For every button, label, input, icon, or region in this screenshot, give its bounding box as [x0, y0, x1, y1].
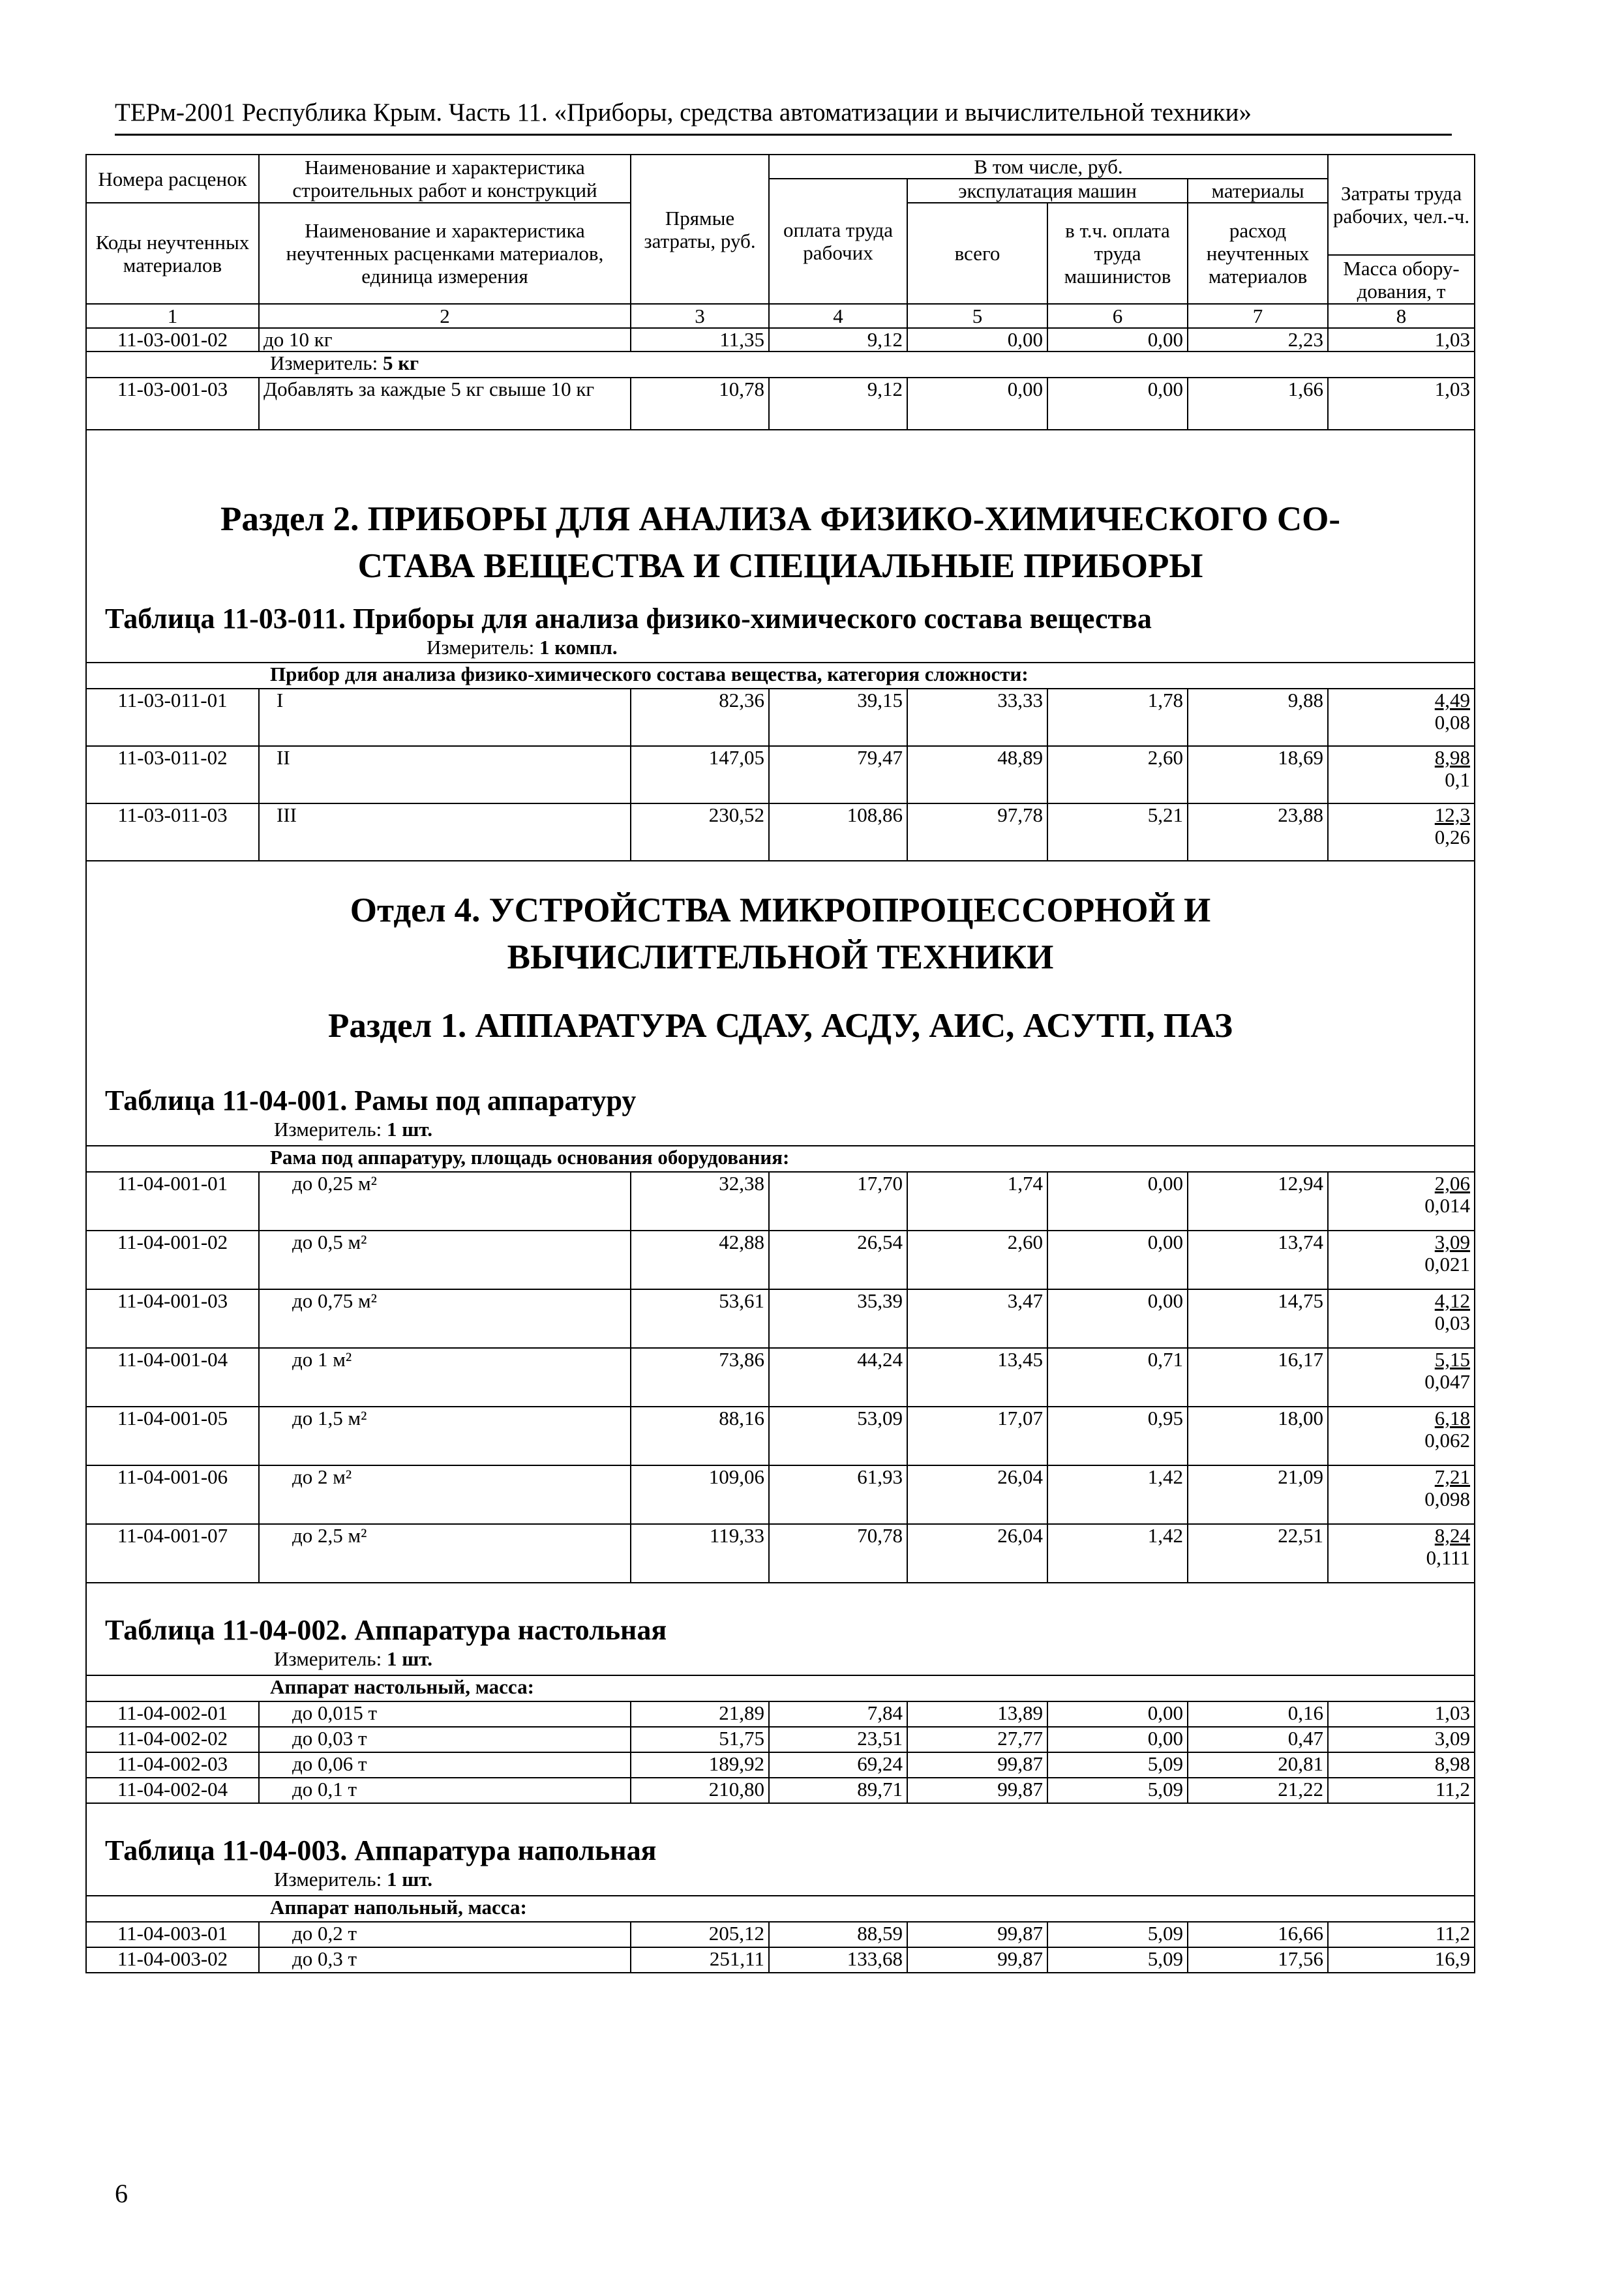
machinist-pay: 5,09: [1047, 1947, 1188, 1973]
labor-costs: 1,03: [1328, 328, 1475, 352]
materials: 18,69: [1188, 746, 1328, 803]
direct-costs: 251,11: [631, 1947, 769, 1973]
rates-table-frame: [85, 154, 1474, 1973]
labor-costs: 1,03: [1328, 378, 1475, 430]
worker-pay: 133,68: [769, 1947, 907, 1973]
rate-name: до 1,5 м²: [259, 1407, 631, 1465]
machine-total: 33,33: [907, 689, 1047, 746]
worker-pay: 88,59: [769, 1922, 907, 1947]
header-work-name: Наименование и характеристика строительных работ и конструкций: [259, 155, 631, 203]
measure-label: Измеритель:: [274, 1118, 382, 1141]
direct-costs: 21,89: [631, 1701, 769, 1727]
header-rule: [115, 134, 1452, 136]
header-col-number: 1: [86, 304, 259, 328]
machine-total: 97,78: [907, 803, 1047, 861]
machine-total: 13,89: [907, 1701, 1047, 1727]
labor-costs: 3,09: [1434, 1231, 1471, 1253]
machine-total: 48,89: [907, 746, 1047, 803]
rate-name: до 0,2 т: [259, 1922, 631, 1947]
machinist-pay: 5,21: [1047, 803, 1188, 861]
section-title: СТАВА ВЕЩЕСТВА И СПЕЦИАЛЬНЫЕ ПРИБОРЫ: [357, 547, 1203, 585]
rate-code: 11-04-003-01: [86, 1922, 259, 1947]
machinist-pay: 0,00: [1047, 378, 1188, 430]
equipment-mass: 0,047: [1424, 1370, 1471, 1393]
materials: 14,75: [1188, 1289, 1328, 1348]
direct-costs: 82,36: [631, 689, 769, 746]
section-2-block: [86, 430, 1475, 861]
direct-costs: 73,86: [631, 1348, 769, 1407]
labor-costs: 8,24: [1434, 1524, 1471, 1547]
machinist-pay: 5,09: [1047, 1778, 1188, 1803]
materials: 23,88: [1188, 803, 1328, 861]
materials: 21,09: [1188, 1465, 1328, 1524]
machine-total: 26,04: [907, 1465, 1047, 1524]
measure-value: 1 шт.: [386, 1118, 433, 1141]
table-row: [86, 1727, 1475, 1752]
direct-costs: 11,35: [631, 328, 769, 352]
table-row: [86, 1172, 1475, 1231]
labor-costs: 5,15: [1434, 1348, 1471, 1371]
rate-name: до 0,75 м²: [259, 1289, 631, 1348]
rate-name: до 1 м²: [259, 1348, 631, 1407]
direct-costs: 51,75: [631, 1727, 769, 1752]
page-number: 6: [115, 2179, 128, 2208]
top-rows: [86, 328, 1475, 430]
measure-value: 1 шт.: [386, 1868, 433, 1891]
rate-code: 11-04-001-03: [86, 1289, 259, 1348]
rate-code: 11-04-001-05: [86, 1407, 259, 1465]
worker-pay: 26,54: [769, 1231, 907, 1289]
rate-code: 11-04-002-04: [86, 1778, 259, 1803]
materials: 2,23: [1188, 328, 1328, 352]
table-11-04-002-block: [86, 1583, 1475, 1803]
rate-code: 11-04-001-01: [86, 1172, 259, 1231]
header-col-number: 8: [1328, 304, 1475, 328]
machinist-pay: 1,42: [1047, 1524, 1188, 1583]
table-row: [86, 1231, 1475, 1289]
group-heading: Аппарат настольный, масса:: [86, 1675, 1475, 1701]
worker-pay: 69,24: [769, 1752, 907, 1778]
materials: 0,16: [1188, 1701, 1328, 1727]
table-title: Таблица 11-04-003. Аппаратура напольная: [105, 1834, 657, 1866]
machinist-pay: 1,42: [1047, 1465, 1188, 1524]
department-title: ВЫЧИСЛИТЕЛЬНОЙ ТЕХНИКИ: [507, 938, 1054, 976]
worker-pay: 70,78: [769, 1524, 907, 1583]
materials: 18,00: [1188, 1407, 1328, 1465]
worker-pay: 7,84: [769, 1701, 907, 1727]
header-col-number: 3: [631, 304, 769, 328]
rate-code: 11-04-001-07: [86, 1524, 259, 1583]
labor-costs: 4,12: [1434, 1289, 1471, 1312]
header-col-number: 6: [1047, 304, 1188, 328]
machine-total: 27,77: [907, 1727, 1047, 1752]
equipment-mass: 0,098: [1424, 1488, 1471, 1510]
materials: 12,94: [1188, 1172, 1328, 1231]
direct-costs: 205,12: [631, 1922, 769, 1947]
rate-name: до 0,1 т: [259, 1778, 631, 1803]
machinist-pay: 0,00: [1047, 1231, 1188, 1289]
equipment-mass: 0,014: [1424, 1194, 1471, 1217]
table-row: [86, 1701, 1475, 1727]
measure-label: Измеритель:: [270, 352, 378, 374]
materials: 22,51: [1188, 1524, 1328, 1583]
header-direct-costs: Прямые затраты, руб.: [631, 155, 769, 304]
machine-total: 26,04: [907, 1524, 1047, 1583]
materials: 20,81: [1188, 1752, 1328, 1778]
rate-code: 11-04-002-02: [86, 1727, 259, 1752]
measure-label: Измеритель:: [427, 636, 535, 659]
department-4-block: [86, 861, 1475, 1583]
labor-costs: 8,98: [1328, 1752, 1475, 1778]
rate-code: 11-04-002-03: [86, 1752, 259, 1778]
rate-code: 11-04-001-04: [86, 1348, 259, 1407]
measure-row: [86, 352, 1475, 378]
equipment-mass: 0,062: [1424, 1429, 1471, 1452]
rate-name: до 2,5 м²: [259, 1524, 631, 1583]
machine-total: 2,60: [907, 1231, 1047, 1289]
rate-name: до 0,3 т: [259, 1947, 631, 1973]
header-including: В том числе, руб.: [769, 155, 1328, 179]
rate-code: 11-04-001-06: [86, 1465, 259, 1524]
worker-pay: 9,12: [769, 328, 907, 352]
header-col-number: 2: [259, 304, 631, 328]
materials: 0,47: [1188, 1727, 1328, 1752]
materials: 16,66: [1188, 1922, 1328, 1947]
machine-total: 0,00: [907, 378, 1047, 430]
rate-code: 11-03-001-03: [86, 378, 259, 430]
worker-pay: 44,24: [769, 1348, 907, 1407]
header-rate-numbers: Номера расценок: [86, 155, 259, 203]
direct-costs: 53,61: [631, 1289, 769, 1348]
rate-code: 11-03-011-01: [86, 689, 259, 746]
machine-total: 3,47: [907, 1289, 1047, 1348]
machinist-pay: 0,71: [1047, 1348, 1188, 1407]
worker-pay: 61,93: [769, 1465, 907, 1524]
machine-total: 1,74: [907, 1172, 1047, 1231]
rate-name: III: [259, 803, 631, 861]
worker-pay: 108,86: [769, 803, 907, 861]
equipment-mass: 0,021: [1424, 1253, 1471, 1276]
machine-total: 0,00: [907, 328, 1047, 352]
materials: 17,56: [1188, 1947, 1328, 1973]
equipment-mass: 0,111: [1426, 1546, 1471, 1569]
rate-name: до 0,06 т: [259, 1752, 631, 1778]
department-title: Отдел 4. УСТРОЙСТВА МИКРОПРОЦЕССОРНОЙ И: [350, 891, 1211, 929]
table-title: Таблица 11-04-002. Аппаратура настольная: [105, 1614, 667, 1646]
machinist-pay: 0,00: [1047, 328, 1188, 352]
worker-pay: 79,47: [769, 746, 907, 803]
labor-costs: 11,2: [1328, 1922, 1475, 1947]
rates-table: [85, 154, 1475, 1973]
rate-code: 11-03-001-02: [86, 328, 259, 352]
running-head: ТЕРм-2001 Республика Крым. Часть 11. «Приборы, средства автоматизации и вычислительной техники»: [115, 98, 1252, 127]
labor-costs: 4,49: [1434, 689, 1471, 711]
header-col-number: 5: [907, 304, 1047, 328]
direct-costs: 230,52: [631, 803, 769, 861]
table-row: [86, 689, 1475, 746]
machinist-pay: 5,09: [1047, 1922, 1188, 1947]
measure-label: Измеритель:: [274, 1868, 382, 1891]
rate-code: 11-04-003-02: [86, 1947, 259, 1973]
rate-name: до 0,015 т: [259, 1701, 631, 1727]
table-row: [86, 328, 1475, 352]
machine-total: 17,07: [907, 1407, 1047, 1465]
section-title: Раздел 1. АППАРАТУРА СДАУ, АСДУ, АИС, АСУТП, ПАЗ: [328, 1006, 1233, 1045]
materials: 9,88: [1188, 689, 1328, 746]
machinist-pay: 0,00: [1047, 1172, 1188, 1231]
worker-pay: 39,15: [769, 689, 907, 746]
measure-label: Измеритель:: [274, 1648, 382, 1670]
section-title: Раздел 2. ПРИБОРЫ ДЛЯ АНАЛИЗА ФИЗИКО-ХИМИЧЕСКОГО СО-: [220, 500, 1340, 538]
equipment-mass: 0,03: [1434, 1311, 1471, 1334]
rate-name: до 0,5 м²: [259, 1231, 631, 1289]
direct-costs: 88,16: [631, 1407, 769, 1465]
rate-name: до 2 м²: [259, 1465, 631, 1524]
table-header: [86, 155, 1475, 328]
equipment-mass: 0,1: [1445, 768, 1471, 791]
labor-costs: 11,2: [1328, 1778, 1475, 1803]
machine-total: 99,87: [907, 1922, 1047, 1947]
labor-costs: 2,06: [1434, 1172, 1471, 1195]
direct-costs: 10,78: [631, 378, 769, 430]
header-materials: материалы: [1188, 179, 1328, 203]
machine-total: 99,87: [907, 1947, 1047, 1973]
machine-total: 99,87: [907, 1778, 1047, 1803]
measure-value: 1 шт.: [386, 1648, 433, 1670]
labor-costs: 6,18: [1434, 1407, 1471, 1429]
labor-costs: 7,21: [1434, 1465, 1471, 1488]
materials: 21,22: [1188, 1778, 1328, 1803]
table-row: [86, 1348, 1475, 1407]
direct-costs: 147,05: [631, 746, 769, 803]
equipment-mass: 0,26: [1434, 826, 1471, 848]
machinist-pay: 0,00: [1047, 1727, 1188, 1752]
labor-costs: 8,98: [1434, 746, 1471, 769]
machinist-pay: 0,00: [1047, 1701, 1188, 1727]
rate-name: до 10 кг: [259, 328, 631, 352]
table-row: [86, 803, 1475, 861]
rate-code: 11-03-011-03: [86, 803, 259, 861]
header-labor-costs: Затраты труда рабочих, чел.-ч.: [1328, 155, 1475, 255]
labor-costs: 12,3: [1434, 803, 1471, 826]
direct-costs: 42,88: [631, 1231, 769, 1289]
header-material-name: Наименование и характеристика неучтенных расценками материалов, единица измерения: [259, 203, 631, 304]
table-row: [86, 1922, 1475, 1947]
group-heading: Рама под аппаратуру, площадь основания оборудования:: [86, 1146, 1475, 1172]
materials: 16,17: [1188, 1348, 1328, 1407]
rate-code: 11-04-001-02: [86, 1231, 259, 1289]
direct-costs: 119,33: [631, 1524, 769, 1583]
table-row: [86, 1524, 1475, 1583]
table-row: [86, 1407, 1475, 1465]
machinist-pay: 0,95: [1047, 1407, 1188, 1465]
labor-costs: 3,09: [1328, 1727, 1475, 1752]
machinist-pay: 0,00: [1047, 1289, 1188, 1348]
group-heading: Прибор для анализа физико-химического состава вещества, категория сложности:: [86, 663, 1475, 689]
worker-pay: 35,39: [769, 1289, 907, 1348]
equipment-mass: 0,08: [1434, 711, 1471, 734]
worker-pay: 9,12: [769, 378, 907, 430]
direct-costs: 109,06: [631, 1465, 769, 1524]
labor-costs: 16,9: [1328, 1947, 1475, 1973]
rate-name: до 0,25 м²: [259, 1172, 631, 1231]
header-col-number: 4: [769, 304, 907, 328]
measure-value: 1 компл.: [539, 636, 618, 659]
header-material-codes: Коды неучтенных материалов: [86, 203, 259, 304]
rate-name: Добавлять за каждые 5 кг свыше 10 кг: [259, 378, 631, 430]
rate-name: до 0,03 т: [259, 1727, 631, 1752]
materials: 13,74: [1188, 1231, 1328, 1289]
worker-pay: 17,70: [769, 1172, 907, 1231]
table-row: [86, 1778, 1475, 1803]
rate-name: I: [259, 689, 631, 746]
machinist-pay: 1,78: [1047, 689, 1188, 746]
machinist-pay: 2,60: [1047, 746, 1188, 803]
labor-costs: 1,03: [1328, 1701, 1475, 1727]
header-material-consumption: расход неучтенных материалов: [1188, 203, 1328, 304]
table-row: [86, 1289, 1475, 1348]
worker-pay: 23,51: [769, 1727, 907, 1752]
table-title: Таблица 11-03-011. Приборы для анализа физико-химического состава вещества: [105, 603, 1152, 635]
machinist-pay: 5,09: [1047, 1752, 1188, 1778]
group-heading: Аппарат напольный, масса:: [86, 1896, 1475, 1922]
table-row: [86, 746, 1475, 803]
rate-code: 11-03-011-02: [86, 746, 259, 803]
direct-costs: 189,92: [631, 1752, 769, 1778]
worker-pay: 53,09: [769, 1407, 907, 1465]
table-row: [86, 1465, 1475, 1524]
header-worker-pay: оплата труда рабочих: [769, 179, 907, 304]
rate-code: 11-04-002-01: [86, 1701, 259, 1727]
header-col-number: 7: [1188, 304, 1328, 328]
table-row: [86, 378, 1475, 430]
table-title: Таблица 11-04-001. Рамы под аппаратуру: [105, 1085, 637, 1116]
worker-pay: 89,71: [769, 1778, 907, 1803]
materials: 1,66: [1188, 378, 1328, 430]
header-equipment-mass: Масса обору-дования, т: [1328, 255, 1475, 304]
header-machine-total: всего: [907, 203, 1047, 304]
header-machine-operation: экспулатация машин: [907, 179, 1188, 203]
header-machinist-pay: в т.ч. оплата труда машинистов: [1047, 203, 1188, 304]
direct-costs: 32,38: [631, 1172, 769, 1231]
table-11-04-003-block: [86, 1803, 1475, 1973]
table-row: [86, 1947, 1475, 1973]
machine-total: 99,87: [907, 1752, 1047, 1778]
direct-costs: 210,80: [631, 1778, 769, 1803]
measure-value: 5 кг: [382, 352, 419, 374]
rate-name: II: [259, 746, 631, 803]
machine-total: 13,45: [907, 1348, 1047, 1407]
table-row: [86, 1752, 1475, 1778]
